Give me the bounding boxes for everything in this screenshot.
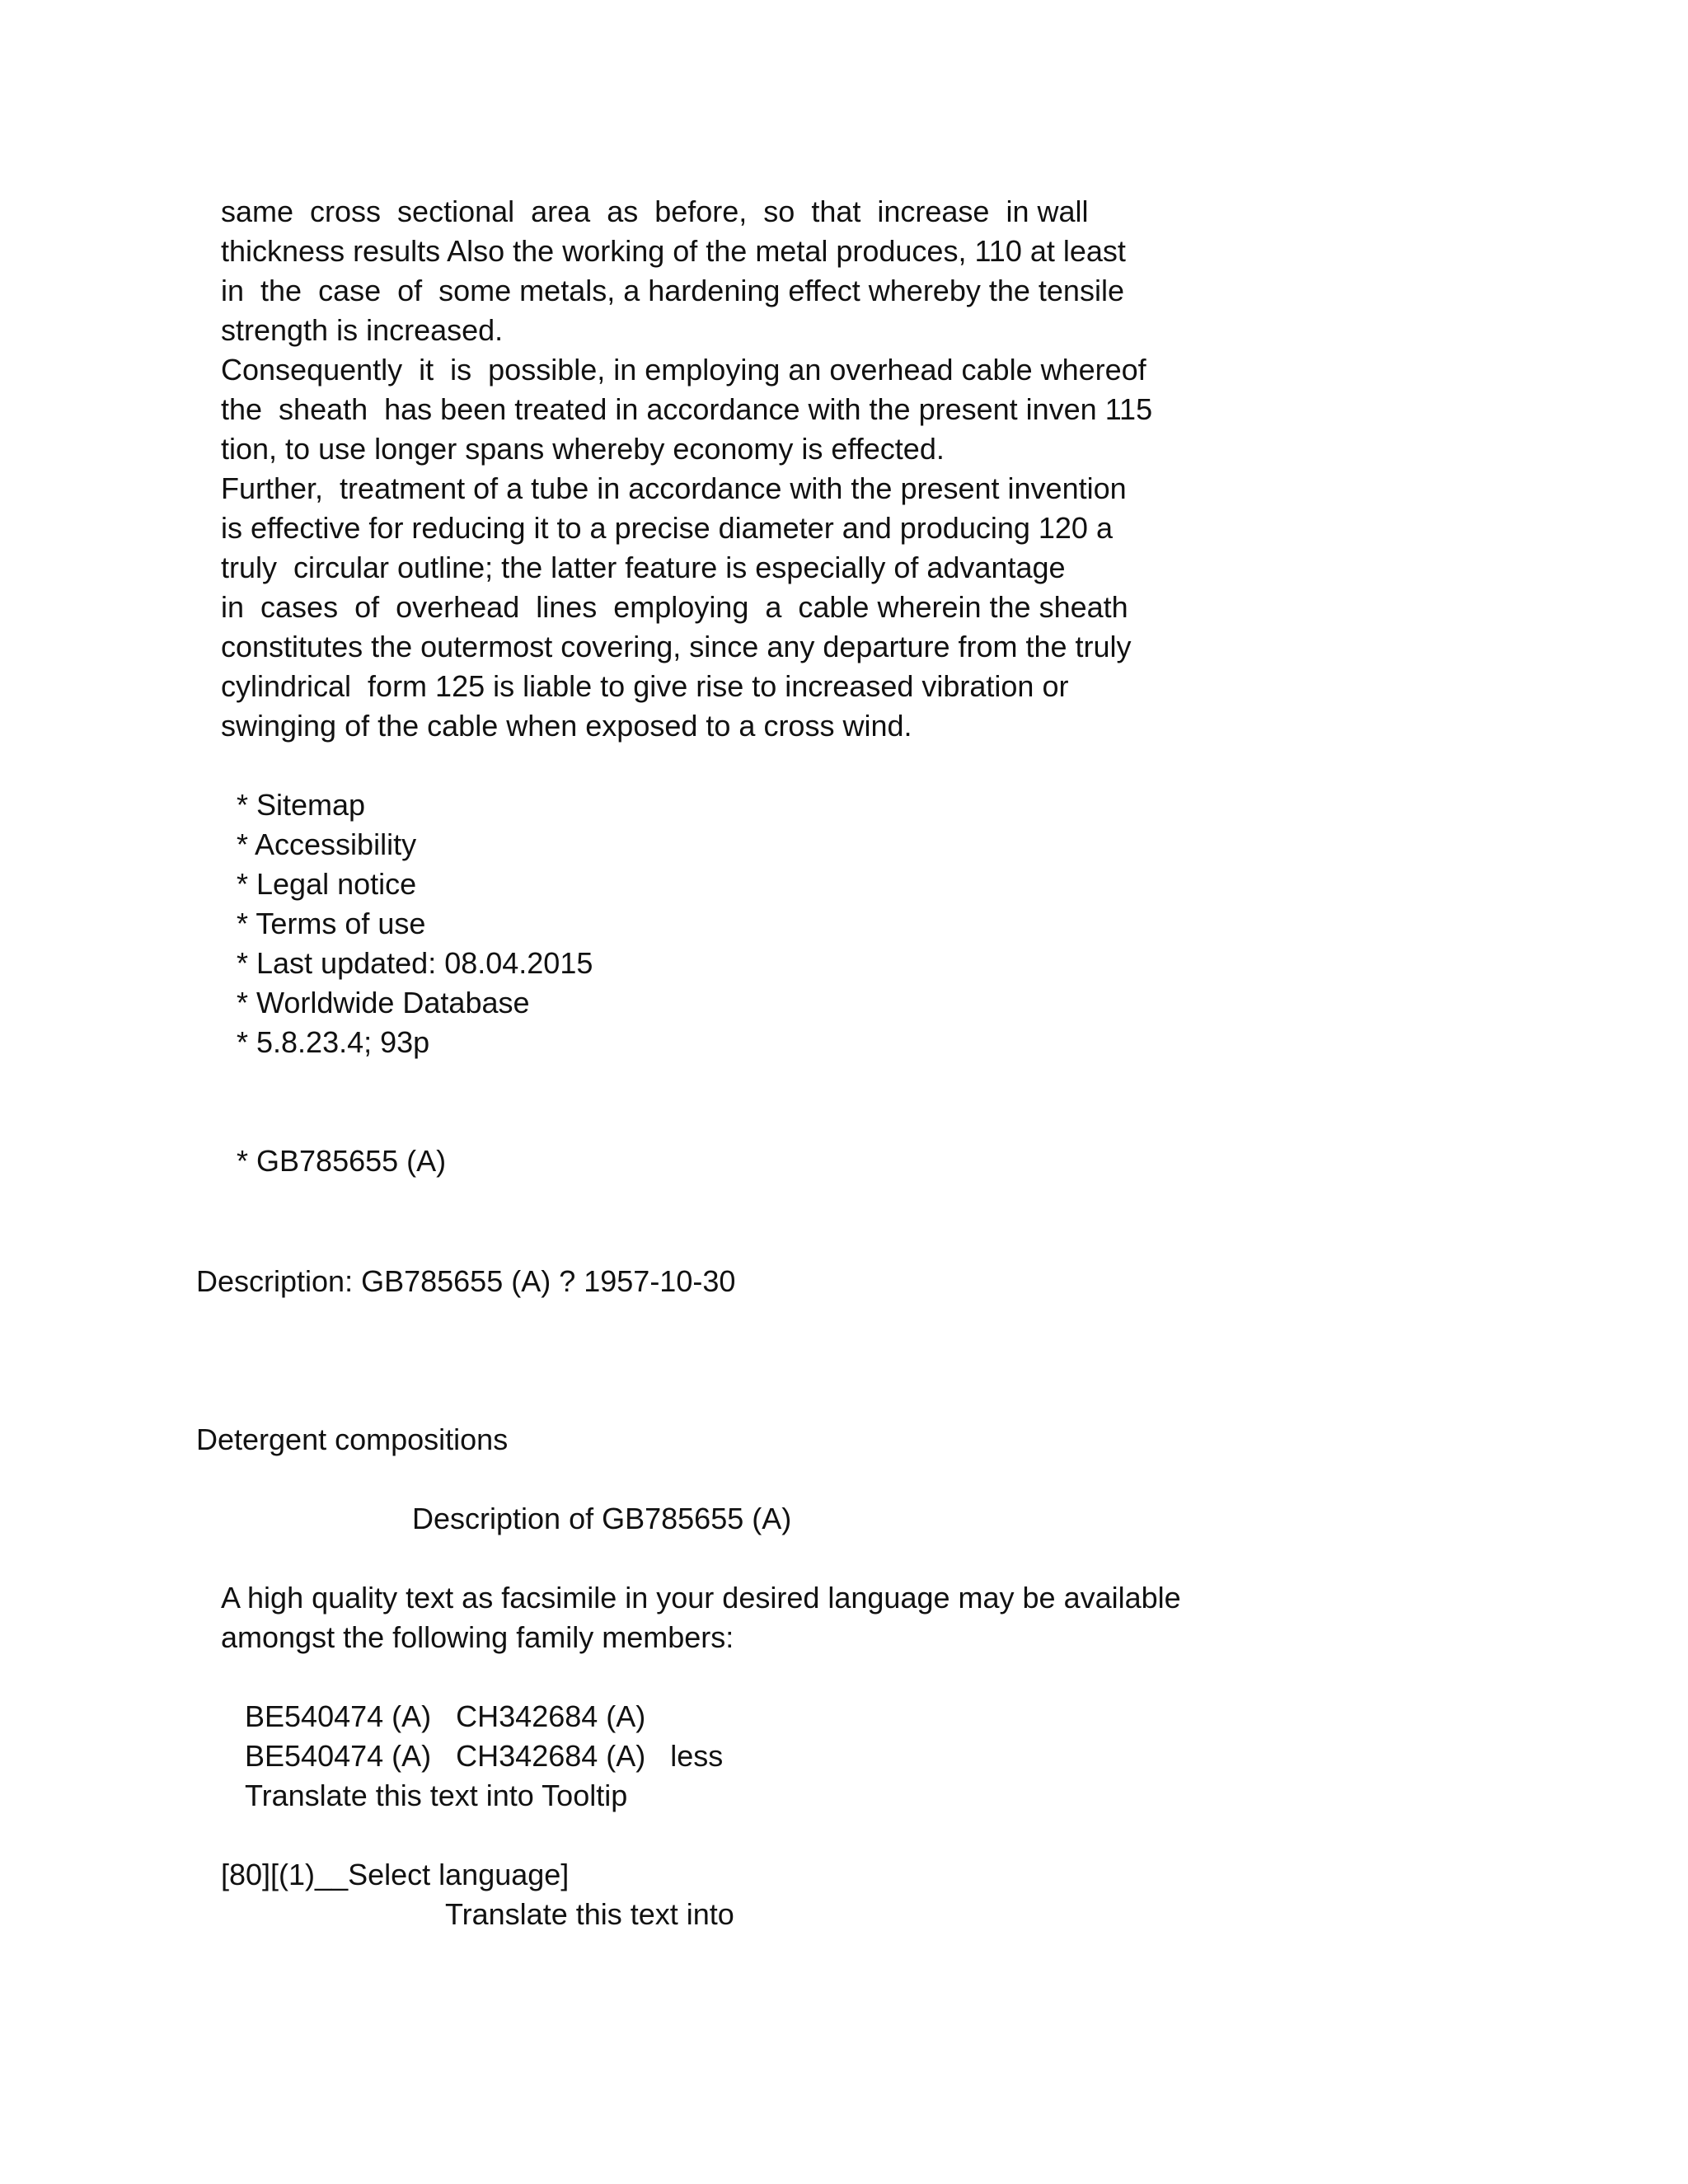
description-of-title: Description of GB785655 (A) xyxy=(412,1502,792,1535)
translate-tooltip-text: Translate this text into Tooltip xyxy=(245,1779,628,1812)
worldwide-database-link[interactable]: * Worldwide Database xyxy=(237,986,530,1019)
availability-line: amongst the following family members: xyxy=(221,1620,734,1654)
family-member-links[interactable]: BE540474 (A) CH342684 (A) xyxy=(245,1699,646,1733)
paragraph-line: same cross sectional area as before, so that increase in wall xyxy=(221,194,1089,228)
accessibility-link[interactable]: * Accessibility xyxy=(237,827,417,861)
paragraph-line: Further, treatment of a tube in accordance with the present invention xyxy=(221,471,1127,505)
terms-of-use-link[interactable]: * Terms of use xyxy=(237,907,426,940)
availability-line: A high quality text as facsimile in your desired language may be available xyxy=(221,1581,1181,1615)
paragraph-line: cylindrical form 125 is liable to give rise to increased vibration or xyxy=(221,669,1069,703)
paragraph-line: strength is increased. xyxy=(221,313,504,347)
publication-link[interactable]: * GB785655 (A) xyxy=(237,1144,447,1178)
paragraph-line: in the case of some metals, a hardening effect whereby the tensile xyxy=(221,274,1124,307)
sitemap-link[interactable]: * Sitemap xyxy=(237,788,366,822)
paragraph-line: thickness results Also the working of the metal produces, 110 at least xyxy=(221,234,1126,268)
paragraph-line: swinging of the cable when exposed to a cross wind. xyxy=(221,709,912,743)
paragraph-line: in cases of overhead lines employing a cable wherein the sheath xyxy=(221,590,1128,624)
family-member-links-less[interactable]: BE540474 (A) CH342684 (A) less xyxy=(245,1739,724,1773)
language-select[interactable]: [80][(1)__Select language] xyxy=(221,1858,570,1891)
translate-label: Translate this text into xyxy=(445,1897,734,1931)
paragraph-line: truly circular outline; the latter feature is especially of advantage xyxy=(221,551,1066,584)
document-title: Detergent compositions xyxy=(196,1422,509,1456)
version-text: * 5.8.23.4; 93p xyxy=(237,1025,430,1059)
description-heading: Description: GB785655 (A) ? 1957-10-30 xyxy=(196,1264,736,1298)
paragraph-line: tion, to use longer spans whereby economy is effected. xyxy=(221,432,945,466)
paragraph-line: Consequently it is possible, in employing an overhead cable whereof xyxy=(221,353,1146,387)
last-updated-text: * Last updated: 08.04.2015 xyxy=(237,946,593,980)
paragraph-line: constitutes the outermost covering, since any departure from the truly xyxy=(221,630,1132,663)
paragraph-line: the sheath has been treated in accordance with the present inven 115 xyxy=(221,392,1153,426)
paragraph-line: is effective for reducing it to a precise diameter and producing 120 a xyxy=(221,511,1113,545)
legal-notice-link[interactable]: * Legal notice xyxy=(237,867,417,901)
